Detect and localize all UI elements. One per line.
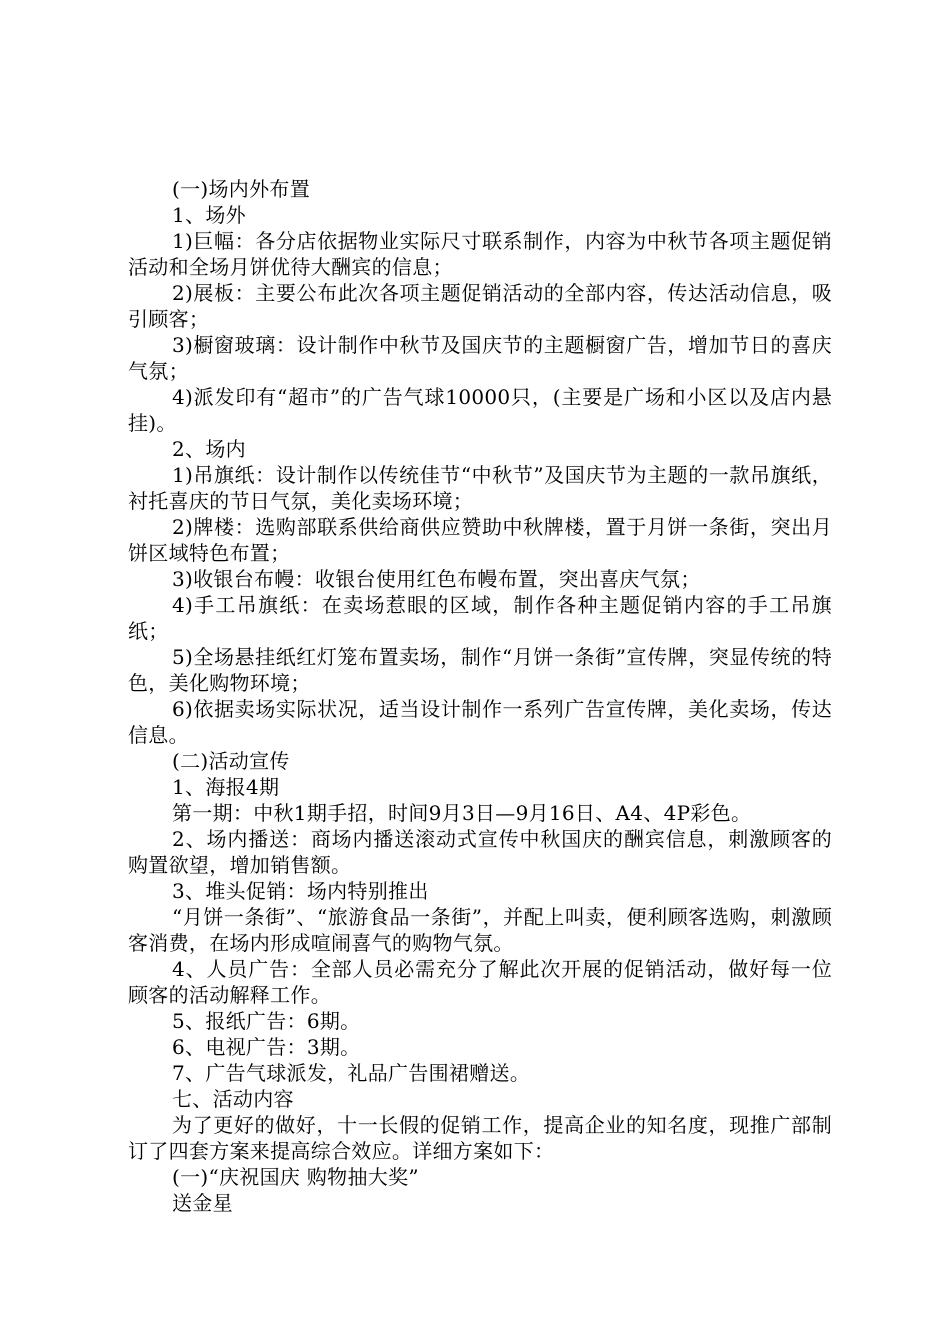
paragraph: 2)展板：主要公布此次各项主题促销活动的全部内容，传达活动信息，吸引顾客；: [128, 281, 832, 331]
paragraph: 2)牌楼：选购部联系供给商供应赞助中秋牌楼，置于月饼一条街，突出月饼区域特色布置；: [128, 515, 832, 565]
paragraph: 1)吊旗纸：设计制作以传统佳节“中秋节”及国庆节为主题的一款吊旗纸，衬托喜庆的节日气氛，美化卖场环境；: [128, 463, 832, 513]
section-heading: (二)活动宣传: [172, 749, 290, 773]
paragraph: 送金星: [172, 1191, 233, 1215]
paragraph: 1)巨幅：各分店依据物业实际尺寸联系制作，内容为中秋节各项主题促销活动和全场月饼优待大酬宾的信息；: [128, 229, 832, 279]
paragraph: 5)全场悬挂纸红灯笼布置卖场，制作“月饼一条街”宣传牌，突显传统的特色，美化购物环境；: [128, 645, 832, 695]
paragraph: 3、堆头促销：场内特别推出: [172, 879, 429, 903]
paragraph: 3)收银台布幔：收银台使用红色布幔布置，突出喜庆气氛；: [172, 567, 701, 591]
paragraph: “月饼一条街”、“旅游食品一条街”，并配上叫卖，便利顾客选购，刺激顾客消费，在场内形成喧闹喜气的购物气氛。: [128, 905, 832, 955]
paragraph: 2、场内播送：商场内播送滚动式宣传中秋国庆的酬宾信息，刺激顾客的购置欲望，增加销售额。: [128, 827, 832, 877]
paragraph: 5、报纸广告：6期。: [172, 1009, 361, 1033]
section-heading: (一)场内外布置: [172, 177, 311, 201]
section-heading: (一)“庆祝国庆 购物抽大奖”: [172, 1165, 419, 1189]
subsection-heading: 1、海报4期: [172, 775, 280, 799]
document-body: [128, 176, 832, 1216]
subsection-heading: 2、场内: [172, 437, 246, 461]
paragraph: 7、广告气球派发，礼品广告围裙赠送。: [172, 1061, 531, 1085]
paragraph: 为了更好的做好，十一长假的促销工作，提高企业的知名度，现推广部制订了四套方案来提高综合效应。详细方案如下：: [128, 1113, 832, 1163]
paragraph: 4、人员广告：全部人员必需充分了解此次开展的促销活动，做好每一位顾客的活动解释工作。: [128, 957, 832, 1007]
paragraph: 6、电视广告：3期。: [172, 1035, 361, 1059]
paragraph: 4)派发印有“超市”的广告气球10000只，(主要是广场和小区以及店内悬挂)。: [128, 385, 832, 435]
subsection-heading: 1、场外: [172, 203, 246, 227]
section-heading: 七、活动内容: [172, 1087, 294, 1111]
paragraph: 6)依据卖场实际状况，适当设计制作一系列广告宣传牌，美化卖场，传达信息。: [128, 697, 832, 747]
paragraph: 第一期：中秋1期手招，时间9月3日—9月16日、A4、4P彩色。: [172, 801, 752, 825]
paragraph: 3)橱窗玻璃：设计制作中秋节及国庆节的主题橱窗广告，增加节日的喜庆气氛；: [128, 333, 832, 383]
paragraph: 4)手工吊旗纸：在卖场惹眼的区域，制作各种主题促销内容的手工吊旗纸；: [128, 593, 832, 643]
